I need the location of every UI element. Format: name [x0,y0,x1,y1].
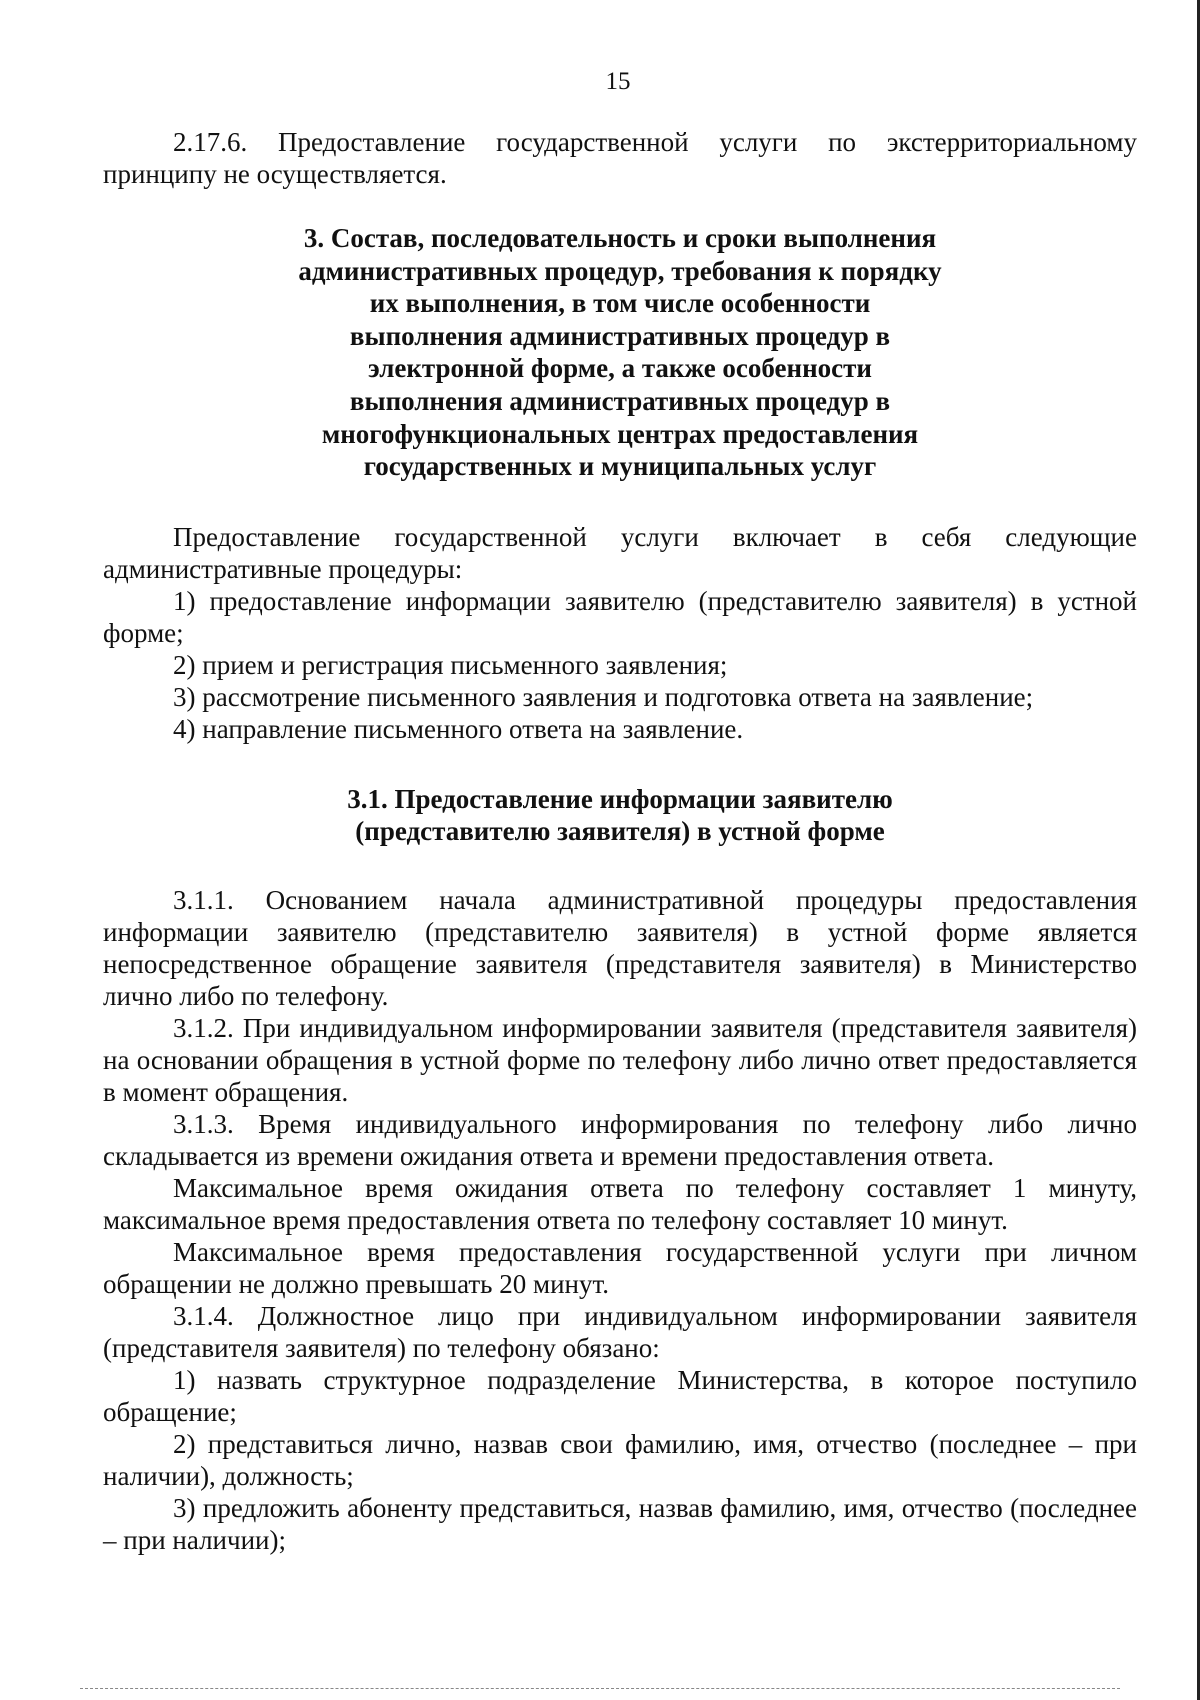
heading-line: 3.1. Предоставление информации заявителю [347,783,893,814]
section-3-intro: Предоставление государственной услуги включает в себя следующие административные процедуры: [103,521,1137,584]
heading-line: выполнения административных процедур в [349,320,891,351]
procedure-list-item: 4) направление письменного ответа на заявление. [173,713,744,744]
section-3-heading [103,222,1137,483]
heading-line: многофункциональных центрах предоставления [321,418,919,449]
paragraph-2-17-6: 2.17.6. Предоставление государственной услуги по экстерриториальному принципу не осуществляется. [103,127,1137,189]
duty-list-item: 2) представиться лично, назвав свои фамилию, имя, отчество (последнее – при наличии), должность; [103,1428,1137,1491]
duty-list-item: 3) предложить абоненту представиться, назвав фамилию, имя, отчество (последнее – при наличии); [103,1492,1137,1555]
procedure-list-item: 1) предоставление информации заявителю (представителю заявителя) в устной форме; [103,585,1137,648]
heading-line: административных процедур, требования к порядку [298,255,942,286]
paragraph-max-wait-time: Максимальное время ожидания ответа по телефону составляет 1 минуту, максимальное время предоставления ответа по телефону составляет 10 минут. [103,1172,1137,1235]
duty-list-item: 1) назвать структурное подразделение Министерства, в которое поступило обращение; [103,1364,1137,1427]
procedure-list-item: 3) рассмотрение письменного заявления и подготовка ответа на заявление; [173,681,1034,712]
paragraph-3-1-2: 3.1.2. При индивидуальном информировании заявителя (представителя заявителя) на основании обращения в устной форме по телефону либо лично ответ предоставляется в момент обращения. [103,1012,1137,1107]
heading-line: электронной форме, а также особенности [368,353,872,384]
heading-line: их выполнения, в том числе особенности [369,288,871,319]
heading-line: (представителю заявителя) в устной форме [355,816,885,847]
section-3-1-heading [103,783,1137,848]
document-body [103,126,1137,1556]
procedure-list-item: 2) прием и регистрация письменного заявления; [173,649,728,680]
heading-line: 3. Состав, последовательность и сроки выполнения [303,223,937,253]
scan-bottom-edge [80,1688,1120,1690]
heading-line: выполнения административных процедур в [349,385,891,416]
page-number: 15 [605,68,631,95]
paragraph-3-1-1: 3.1.1. Основанием начала административной процедуры предоставления информации заявителю (представителю заявителя) в устной форме является непосредственное обращение заявителя (представителя заявителя) в Министерство лично либо по телефону. [103,884,1137,1011]
paragraph-3-1-4: 3.1.4. Должностное лицо при индивидуальном информировании заявителя (представителя заявителя) по телефону обязано: [103,1300,1137,1363]
heading-line: государственных и муниципальных услуг [363,451,877,482]
paragraph-max-service-time: Максимальное время предоставления государственной услуги при личном обращении не должно превышать 20 минут. [103,1236,1137,1299]
paragraph-3-1-3: 3.1.3. Время индивидуального информирования по телефону либо лично складывается из времени ожидания ответа и времени предоставления ответа. [103,1108,1137,1171]
